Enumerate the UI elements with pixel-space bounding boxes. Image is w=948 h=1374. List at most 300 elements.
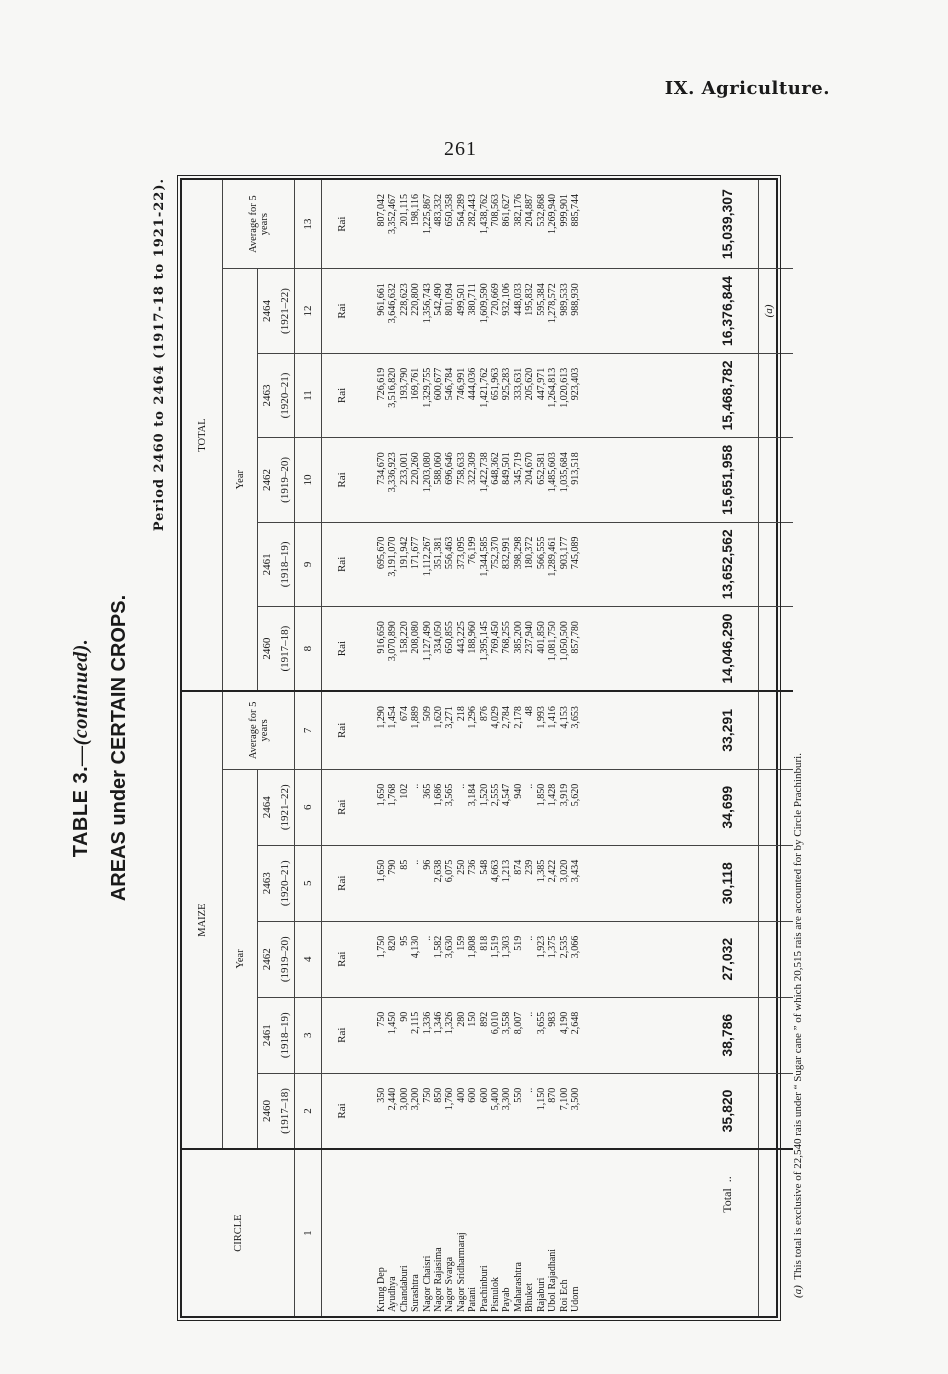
unit-label: Rai xyxy=(322,1073,363,1149)
maize-cell: 736 xyxy=(467,859,479,875)
maize-2462-column xyxy=(362,921,696,997)
total-cell: 198,116 xyxy=(410,194,422,227)
maize-cell: .. xyxy=(410,783,422,789)
maize-cell: 1,620 xyxy=(433,706,445,729)
unit-row xyxy=(322,180,363,1316)
maize-cell: 7,100 xyxy=(558,1087,570,1111)
maize-cell: 1,650 xyxy=(376,783,387,807)
maize-cell: 4,547 xyxy=(501,783,513,807)
total-cell: 76,199 xyxy=(467,536,479,565)
total-cell: 180,372 xyxy=(524,536,536,570)
unit-label: Rai xyxy=(322,522,363,606)
total-cell: 1,269,940 xyxy=(547,194,559,234)
total-total-2462: 15,651,958 xyxy=(696,438,759,522)
maize-cell: 1,686 xyxy=(433,783,445,807)
total-cell: 1,609,590 xyxy=(478,283,490,324)
maize-cell: 218 xyxy=(455,706,467,722)
col-number: 13 xyxy=(295,180,322,269)
total-cell: 204,670 xyxy=(524,452,536,485)
col-number: 3 xyxy=(295,997,322,1073)
unit-label: Rai xyxy=(322,997,363,1073)
total-cell: 228,623 xyxy=(398,283,410,316)
total-cell: 595,384 xyxy=(535,283,547,316)
total-cell: 373,095 xyxy=(455,536,467,570)
total-2461-column xyxy=(362,522,696,606)
maize-cell: 1,375 xyxy=(547,935,559,959)
maize-cell: 3,558 xyxy=(501,1011,513,1035)
year-ce: (1917–18) xyxy=(279,1088,291,1134)
total-cell: 1,127,490 xyxy=(421,621,433,662)
header-maize-average-text: Average for 5 years xyxy=(247,701,270,760)
year-be: 2462 xyxy=(261,948,273,971)
maize-cell: 1,750 xyxy=(376,935,387,959)
maize-cell: 1,428 xyxy=(547,783,559,807)
header-maize-year: Year xyxy=(223,769,258,1149)
total-label-text: Total xyxy=(719,1188,734,1213)
note-cell xyxy=(759,921,794,997)
col-number: 8 xyxy=(295,607,322,691)
maize-cell: 3,184 xyxy=(467,783,479,807)
total-cell: 3,336,923 xyxy=(387,452,399,493)
maize-cell: 1,450 xyxy=(387,1011,399,1035)
total-2464-column xyxy=(362,269,696,353)
maize-cell: 3,300 xyxy=(501,1087,513,1111)
col-number: 2 xyxy=(295,1073,322,1149)
header-year-2464-total xyxy=(258,269,295,353)
maize-cell: 159 xyxy=(455,935,467,951)
total-cell: 345,719 xyxy=(512,452,524,485)
maize-cell: 874 xyxy=(512,859,524,875)
footnote xyxy=(792,753,804,1298)
maize-cell: .. xyxy=(455,783,467,789)
total-cell: 769,450 xyxy=(490,621,502,654)
total-cell: 1,329,755 xyxy=(421,367,433,408)
maize-cell: .. xyxy=(524,935,536,941)
maize-cell: 1,650 xyxy=(376,859,387,883)
maize-cell: 2,555 xyxy=(490,783,502,807)
total-cell: 861,627 xyxy=(501,194,513,227)
total-cell: 334,050 xyxy=(433,621,445,654)
total-cell: 913,518 xyxy=(569,452,581,485)
total-cell: 1,112,267 xyxy=(421,536,433,577)
data-body-row xyxy=(362,180,696,1316)
header-total-year: Year xyxy=(223,269,258,691)
total-cell: 1,289,461 xyxy=(547,536,559,577)
total-cell: 193,790 xyxy=(398,367,410,401)
total-cell: 351,381 xyxy=(433,536,445,570)
year-ce: (1918–19) xyxy=(279,541,291,588)
maize-cell: 892 xyxy=(478,1011,490,1027)
maize-2464-column xyxy=(362,769,696,845)
total-cell: 401,850 xyxy=(535,621,547,654)
maize-cell: 6,010 xyxy=(490,1011,502,1035)
total-cell: 925,283 xyxy=(501,367,513,401)
col-number: 11 xyxy=(295,353,322,437)
maize-cell: 1,850 xyxy=(535,783,547,807)
total-cell: 1,203,080 xyxy=(421,452,433,493)
header-year-2460-total xyxy=(258,607,295,691)
total-cell: 443,225 xyxy=(455,621,467,654)
total-cell: 903,177 xyxy=(558,536,570,570)
total-cell: 932,106 xyxy=(501,283,513,316)
circle-name: Pisnulok xyxy=(490,1276,502,1312)
maize-cell: 85 xyxy=(398,859,410,870)
circle-name: Bhuket xyxy=(524,1283,536,1312)
year-ce: (1920–21) xyxy=(279,372,291,419)
header-year-2462-maize xyxy=(258,921,295,997)
maize-cell: 4,153 xyxy=(558,706,570,729)
maize-cell: 1,150 xyxy=(535,1087,547,1111)
unit-label: Rai xyxy=(322,607,363,691)
maize-cell: 1,326 xyxy=(444,1011,456,1035)
unit-label: Rai xyxy=(322,845,363,921)
total-label-dots: .. xyxy=(719,1176,734,1183)
maize-cell: 750 xyxy=(376,1011,387,1027)
maize-cell: 1,768 xyxy=(387,783,399,807)
circle-name: Udorn xyxy=(569,1286,581,1312)
maize-cell: 3,655 xyxy=(535,1011,547,1035)
maize-cell: 4,663 xyxy=(490,859,502,883)
year-be: 2460 xyxy=(261,1099,273,1122)
total-cell: 3,352,467 xyxy=(387,194,399,234)
total-cell: 1,035,684 xyxy=(558,452,570,493)
circle-name: Rajaburi xyxy=(535,1277,547,1312)
total-cell: 989,533 xyxy=(558,283,570,316)
column-number-row xyxy=(295,180,322,1316)
circle-name: Nagor Sridharmaraj xyxy=(455,1232,467,1312)
maize-cell: 4,130 xyxy=(410,935,422,959)
maize-cell: 95 xyxy=(398,935,410,946)
maize-cell: 2,115 xyxy=(410,1011,422,1034)
note-cell xyxy=(759,353,794,437)
header-year-2463-total xyxy=(258,353,295,437)
maize-cell: 1,303 xyxy=(501,935,513,959)
total-average-column xyxy=(362,180,696,269)
maize-cell: 2,535 xyxy=(558,935,570,959)
year-ce: (1917–18) xyxy=(279,625,291,672)
total-cell: 208,080 xyxy=(410,621,422,654)
rotated-table-sheet xyxy=(70,178,804,1318)
table-title-main: TABLE 3. xyxy=(70,765,92,858)
total-cell: 3,646,632 xyxy=(387,283,399,324)
total-cell: 158,220 xyxy=(398,621,410,654)
total-cell: 923,403 xyxy=(569,367,581,401)
total-cell: 237,940 xyxy=(524,621,536,654)
col-number: 4 xyxy=(295,921,322,997)
maize-cell: 818 xyxy=(478,935,490,951)
note-cell xyxy=(759,845,794,921)
maize-cell: 8,007 xyxy=(512,1011,524,1035)
total-cell: 556,463 xyxy=(444,536,456,570)
total-maize-2463: 30,118 xyxy=(696,845,759,921)
total-maize-2462: 27,032 xyxy=(696,921,759,997)
total-cell: 648,362 xyxy=(490,452,502,485)
maize-cell: 1,213 xyxy=(501,859,513,883)
total-cell: 499,501 xyxy=(455,283,467,316)
total-cell: 988,930 xyxy=(569,283,581,316)
maize-cell: 983 xyxy=(547,1011,559,1027)
unit-label: Rai xyxy=(322,269,363,353)
year-ce: (1921–22) xyxy=(279,288,291,334)
maize-cell: 850 xyxy=(433,1087,445,1103)
header-year-2461-total xyxy=(258,522,295,606)
total-cell: 532,868 xyxy=(535,194,547,227)
maize-cell: 1,346 xyxy=(433,1011,445,1035)
maize-cell: 600 xyxy=(467,1087,479,1103)
total-cell: 1,422,738 xyxy=(478,452,490,493)
unit-label: Rai xyxy=(322,353,363,437)
circle-name: Ayudhya xyxy=(387,1276,399,1312)
note-cell xyxy=(759,438,794,522)
year-be: 2463 xyxy=(261,384,273,407)
total-2460-column xyxy=(362,607,696,691)
total-total-average: 15,039,307 xyxy=(696,180,759,269)
maize-cell: .. xyxy=(524,1011,536,1017)
total-cell: 195,832 xyxy=(524,283,536,316)
maize-2463-column xyxy=(362,845,696,921)
header-total-average-text: Average for 5 years xyxy=(247,195,270,253)
maize-cell: 150 xyxy=(467,1011,479,1027)
total-total-2464: 16,376,844 xyxy=(696,269,759,353)
total-cell: 885,744 xyxy=(569,194,581,227)
total-cell: 282,443 xyxy=(467,194,479,227)
maize-cell: 3,000 xyxy=(398,1087,410,1111)
total-cell: 564,289 xyxy=(455,194,467,227)
total-cell: 191,942 xyxy=(398,536,410,570)
total-2462-column xyxy=(362,438,696,522)
total-cell: 1,485,603 xyxy=(547,452,559,493)
total-cell: 1,356,743 xyxy=(421,283,433,324)
total-maize-2460: 35,820 xyxy=(696,1073,759,1149)
maize-cell: 4,029 xyxy=(490,706,502,729)
circle-name: Prachinburi xyxy=(478,1265,490,1312)
footnote-text: This total is exclusive of 22,540 rais under “ Sugar cane ” of which 20,515 rais are accounted for by Circle Prachinburi. xyxy=(792,753,804,1280)
maize-cell: 2,440 xyxy=(387,1087,399,1111)
total-cell: 542,490 xyxy=(433,283,445,316)
total-cell: 857,780 xyxy=(569,621,581,654)
header-circle: CIRCLE xyxy=(182,1149,295,1316)
note-cell xyxy=(759,1149,794,1316)
maize-cell: 1,385 xyxy=(535,859,547,883)
period-label: Period 2460 to 2464 (1917-18 to 1921-22). xyxy=(152,178,167,532)
maize-cell: 6,075 xyxy=(444,859,456,883)
maize-cell: 548 xyxy=(478,859,490,875)
maize-cell: 2,422 xyxy=(547,859,559,883)
header-year-2464-maize xyxy=(258,769,295,845)
unit-label: Rai xyxy=(322,180,363,269)
unit-label: Rai xyxy=(322,691,363,769)
header-year-2463-maize xyxy=(258,845,295,921)
maize-cell: 2,784 xyxy=(501,706,513,729)
year-ce: (1918–19) xyxy=(279,1012,291,1059)
maize-cell: 365 xyxy=(421,783,433,799)
maize-cell: .. xyxy=(421,935,433,941)
total-cell: 720,669 xyxy=(490,283,502,316)
unit-label: Rai xyxy=(322,921,363,997)
total-cell: 961,661 xyxy=(376,283,387,316)
circle-name: Patani xyxy=(467,1287,479,1312)
total-cell: 768,255 xyxy=(501,621,513,654)
circle-name: Payab xyxy=(501,1287,513,1312)
table-title xyxy=(70,178,98,1318)
circle-name: Chandaburi xyxy=(398,1265,410,1312)
total-cell: 233,001 xyxy=(398,452,410,485)
total-cell: 1,264,813 xyxy=(547,367,559,408)
unit-label: Rai xyxy=(322,438,363,522)
maize-cell: 2,178 xyxy=(512,706,524,729)
maize-cell: 1,520 xyxy=(478,783,490,807)
maize-cell: 1,416 xyxy=(547,706,559,729)
total-cell: 1,344,585 xyxy=(478,536,490,577)
total-cell: 1,020,613 xyxy=(558,367,570,408)
header-total-average xyxy=(223,180,295,269)
maize-cell: 3,020 xyxy=(558,859,570,883)
year-be: 2464 xyxy=(261,796,273,819)
note-mark-cell: (a) xyxy=(759,269,794,353)
year-be: 2460 xyxy=(261,637,273,660)
total-maize-2461: 38,786 xyxy=(696,997,759,1073)
total-cell: 746,991 xyxy=(455,367,467,401)
maize-cell: 250 xyxy=(455,859,467,875)
header-maize-average xyxy=(223,691,295,769)
maize-cell: 3,271 xyxy=(444,706,456,729)
total-cell: 1,225,867 xyxy=(421,194,433,234)
total-cell: 652,581 xyxy=(535,452,547,485)
total-cell: 448,033 xyxy=(512,283,524,316)
col-number: 12 xyxy=(295,269,322,353)
maize-cell: 239 xyxy=(524,859,536,875)
maize-cell: 3,630 xyxy=(444,935,456,959)
header-year-2460-maize xyxy=(258,1073,295,1149)
maize-cell: 96 xyxy=(421,859,433,870)
total-cell: 916,650 xyxy=(376,621,387,654)
total-cell: 205,620 xyxy=(524,367,536,401)
note-cell xyxy=(759,180,794,269)
total-cell: 651,963 xyxy=(490,367,502,401)
total-2463-column xyxy=(362,353,696,437)
total-cell: 832,991 xyxy=(501,536,513,570)
total-cell: 849,501 xyxy=(501,452,513,485)
total-cell: 546,784 xyxy=(444,367,456,401)
unit-label: Rai xyxy=(322,769,363,845)
maize-cell: 3,434 xyxy=(569,859,581,883)
maize-cell: .. xyxy=(524,1087,536,1093)
total-maize-average: 33,291 xyxy=(696,691,759,769)
note-cell xyxy=(759,691,794,769)
total-cell: 801,094 xyxy=(444,283,456,316)
note-cell xyxy=(759,607,794,691)
maize-cell: .. xyxy=(410,859,422,865)
maize-cell: 2,648 xyxy=(569,1011,581,1035)
total-cell: 1,438,762 xyxy=(478,194,490,234)
circle-names-column xyxy=(362,1149,696,1316)
table-subtitle: AREAS under CERTAIN CROPS. xyxy=(108,594,130,902)
maize-cell: 3,200 xyxy=(410,1087,422,1111)
maize-cell: 1,760 xyxy=(444,1087,456,1111)
total-total-2460: 14,046,290 xyxy=(696,607,759,691)
total-cell: 566,555 xyxy=(535,536,547,570)
maize-cell: 1,290 xyxy=(376,706,387,729)
total-cell: 650,855 xyxy=(444,621,456,654)
total-cell: 3,070,890 xyxy=(387,621,399,662)
total-cell: 398,298 xyxy=(512,536,524,570)
maize-cell: 674 xyxy=(398,706,410,722)
header-year-2461-maize xyxy=(258,997,295,1073)
maize-2460-column xyxy=(362,1073,696,1149)
maize-cell: 940 xyxy=(512,783,524,799)
maize-cell: .. xyxy=(524,783,536,789)
note-cell xyxy=(759,522,794,606)
total-cell: 696,646 xyxy=(444,452,456,485)
total-cell: 333,631 xyxy=(512,367,524,401)
table-title-continued: —(continued). xyxy=(70,638,92,766)
total-cell: 447,971 xyxy=(535,367,547,401)
maize-cell: 509 xyxy=(421,706,433,722)
total-cell: 600,677 xyxy=(433,367,445,401)
areas-table xyxy=(182,180,793,1316)
page-number: 261 xyxy=(444,138,477,160)
col-number: 10 xyxy=(295,438,322,522)
total-cell: 169,761 xyxy=(410,367,422,401)
maize-cell: 870 xyxy=(547,1087,559,1103)
total-cell: 188,960 xyxy=(467,621,479,654)
page-header: IX. Agriculture. xyxy=(664,78,830,99)
table-titles xyxy=(70,178,131,1318)
maize-cell: 3,066 xyxy=(569,935,581,959)
circle-name: Surashtra xyxy=(410,1274,422,1312)
total-cell: 1,081,750 xyxy=(547,621,559,662)
maize-cell: 5,620 xyxy=(569,783,581,807)
circle-name: Nagor Chaisri xyxy=(421,1255,433,1312)
maize-cell: 102 xyxy=(398,783,410,799)
total-cell: 1,395,145 xyxy=(478,621,490,662)
circle-name: Roi Ech xyxy=(558,1279,570,1312)
header-maize: MAIZE xyxy=(182,691,223,1149)
maize-cell: 1,519 xyxy=(490,935,502,959)
maize-cell: 1,296 xyxy=(467,706,479,729)
maize-cell: 400 xyxy=(455,1087,467,1103)
table-frame xyxy=(180,178,778,1318)
maize-cell: 550 xyxy=(512,1087,524,1103)
footnote-mark: (a) xyxy=(792,1285,804,1298)
maize-cell: 790 xyxy=(387,859,399,875)
year-be: 2461 xyxy=(261,553,273,576)
maize-cell: 876 xyxy=(478,706,490,722)
year-be: 2463 xyxy=(261,872,273,895)
total-cell: 734,670 xyxy=(376,452,387,485)
total-cell: 380,711 xyxy=(467,283,479,316)
total-cell: 220,800 xyxy=(410,283,422,316)
maize-cell: 1,923 xyxy=(535,935,547,959)
maize-cell: 350 xyxy=(376,1087,387,1103)
total-cell: 807,042 xyxy=(376,194,387,227)
total-cell: 708,563 xyxy=(490,194,502,227)
maize-cell: 4,190 xyxy=(558,1011,570,1035)
maize-cell: 1,336 xyxy=(421,1011,433,1035)
circle-name: Krung Dep xyxy=(376,1267,387,1312)
total-cell: 752,370 xyxy=(490,536,502,570)
total-cell: 1,278,572 xyxy=(547,283,559,324)
total-cell: 588,060 xyxy=(433,452,445,485)
circle-name: Ubol Rajadhani xyxy=(547,1248,559,1312)
maize-cell: 600 xyxy=(478,1087,490,1103)
total-total-2461: 13,652,562 xyxy=(696,522,759,606)
year-ce: (1919–20) xyxy=(279,457,291,503)
col-number: 1 xyxy=(295,1149,322,1316)
total-cell: 650,358 xyxy=(444,194,456,227)
maize-cell: 2,638 xyxy=(433,859,445,883)
total-cell: 999,901 xyxy=(558,194,570,227)
